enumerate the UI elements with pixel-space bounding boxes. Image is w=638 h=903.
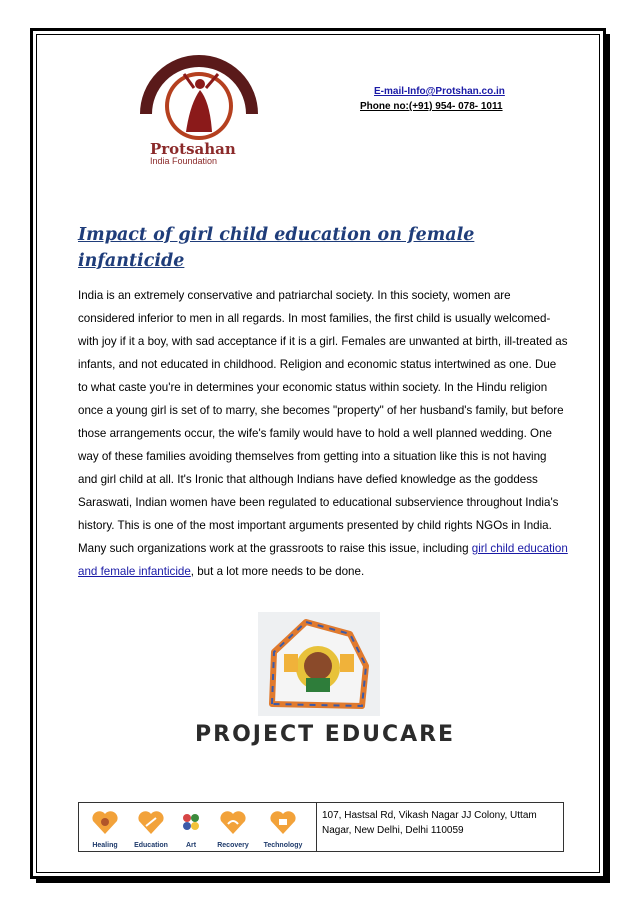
footer-divider xyxy=(316,802,317,852)
program-label: Education xyxy=(134,842,168,849)
girl-child-education-link[interactable]: girl child education and female infanticide xyxy=(78,542,568,578)
program-label: Healing xyxy=(92,842,118,849)
article-body xyxy=(78,284,568,583)
body-lead: India is an extremely conservative and patriarchal society. In this society, women are considered inferior to men in all regards. In most families, the first child is usually welcomed- with joy if it a boy, with sad acceptance if it is a girl. Females are unwanted at birth, ill-treated as infants, and not educated in childhood. Religion and economic status intertwined as one. Due to what caste you're in determines your economic status within society. In the Hindu religion once a young girl is set of to marry, she becomes "property" of her husband's family, but before those arrangements occur, the wife's family would have to hold a well planned wedding. One way of these families avoiding themselves from getting into a situation like this is not having and girl child at all. It's Ironic that although Indians have defied knowledge as the goddess Saraswati, Indian women have been regulated to educational subservience throughout India's history. This is one of the most important arguments presented by child rights NGOs in India. Many such organizations work at the grassroots to raise this issue, including xyxy=(78,289,568,555)
educare-logo xyxy=(258,612,380,716)
email-link[interactable]: E-mail-Info@Protshan.co.in xyxy=(374,86,505,97)
body-tail: , but a lot more needs to be done. xyxy=(190,565,365,578)
article-title: Impact of girl child education on female infanticide xyxy=(78,225,475,271)
program-technology xyxy=(258,808,308,849)
technology-heart-icon xyxy=(268,808,298,836)
program-label: Technology xyxy=(263,842,303,849)
education-heart-icon xyxy=(136,808,166,836)
program-recovery xyxy=(208,808,258,849)
program-healing xyxy=(80,808,130,849)
art-heart-icon xyxy=(176,808,206,836)
phone-number: Phone no:(+91) 954- 078- 1011 xyxy=(360,101,503,112)
page-border-shadow xyxy=(606,34,610,883)
recovery-heart-icon xyxy=(218,808,248,836)
org-name: Protsahan xyxy=(150,140,236,158)
program-label: Recovery xyxy=(217,842,249,849)
contact-block xyxy=(360,84,505,114)
healing-heart-icon xyxy=(90,808,120,836)
program-label: Art xyxy=(185,842,197,849)
footer-address: 107, Hastsal Rd, Vikash Nagar JJ Colony, Uttam Nagar, New Delhi, Delhi 110059 xyxy=(322,810,537,836)
project-name: PROJECT EDUCARE xyxy=(195,722,456,747)
org-subtitle: India Foundation xyxy=(150,156,218,166)
page-border-shadow xyxy=(36,879,610,883)
